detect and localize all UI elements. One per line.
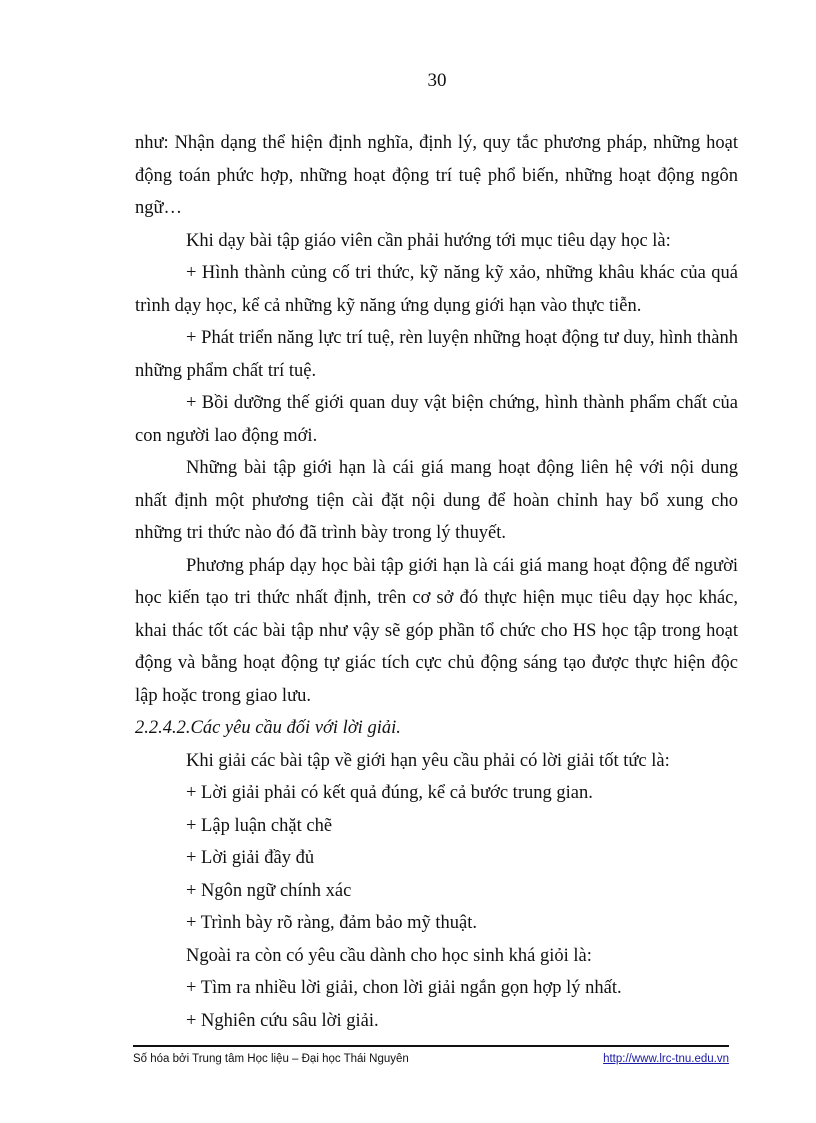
requirement-item: + Ngôn ngữ chính xác [186,880,352,901]
document-body [135,127,738,1037]
requirement-item: + Lời giải đầy đủ [186,848,315,868]
requirement-item: + Trình bày rõ ràng, đảm bảo mỹ thuật. [186,913,477,933]
section-heading: 2.2.4.2.Các yêu cầu đối với lời giải. [135,718,401,738]
body-paragraph: Những bài tập giới hạn là cái giá mang hoạt động liên hệ với nội dung nhất định một phương tiện cài đặt nội dung để hoàn chỉnh hay bổ xung cho những tri thức nào đó đã trình bày trong lý thuyết. [135,458,738,543]
advanced-requirement-item: + Nghiên cứu sâu lời giải. [186,1010,379,1031]
advanced-requirement-item: + Tìm ra nhiều lời giải, chon lời giải ngắn gọn hợp lý nhất. [186,978,622,998]
footer-divider [133,1045,729,1047]
advanced-intro: Ngoài ra còn có yêu cầu dành cho học sinh khá giỏi là: [186,945,592,966]
body-paragraph: như: Nhận dạng thể hiện định nghĩa, định lý, quy tắc phương pháp, những hoạt động toán phức hợp, những hoạt động trí tuệ phổ biến, những hoạt động ngôn ngữ… [135,133,738,218]
body-paragraph: Khi dạy bài tập giáo viên cần phải hướng tới mục tiêu dạy học là: [186,230,671,251]
page-number: 30 [427,70,447,91]
body-paragraph: Phương pháp dạy học bài tập giới hạn là cái giá mang hoạt động để người học kiến tạo tri thức nhất định, trên cơ sở đó thực hiện mục tiêu dạy học khác, khai thác tốt các bài tập như vậy sẽ góp phần tổ chức cho HS học tập trong hoạt động và bằng hoạt động tự giác tích cực chủ động sáng tạo được thực hiện độc lập hoặc trong giao lưu. [135,555,738,706]
footer-link[interactable]: http://www.lrc-tnu.edu.vn [603,1053,729,1065]
footer-source-text: Số hóa bởi Trung tâm Học liệu – Đại học Thái Nguyên [133,1053,409,1065]
requirements-intro: Khi giải các bài tập về giới hạn yêu cầu phải có lời giải tốt tức là: [186,750,670,771]
requirement-item: + Lập luận chặt chẽ [186,815,333,836]
requirement-item: + Lời giải phải có kết quả đúng, kể cả bước trung gian. [186,783,593,803]
goal-item: + Hình thành củng cố tri thức, kỹ năng kỹ xảo, những khâu khác của quá trình dạy học, kể cả những kỹ năng ứng dụng giới hạn vào thực tiễn. [135,263,738,316]
goal-item: + Bồi dưỡng thế giới quan duy vật biện chứng, hình thành phẩm chất của con người lao động mới. [135,393,738,446]
goal-item: + Phát triển năng lực trí tuệ, rèn luyện những hoạt động tư duy, hình thành những phẩm chất trí tuệ. [135,328,738,381]
